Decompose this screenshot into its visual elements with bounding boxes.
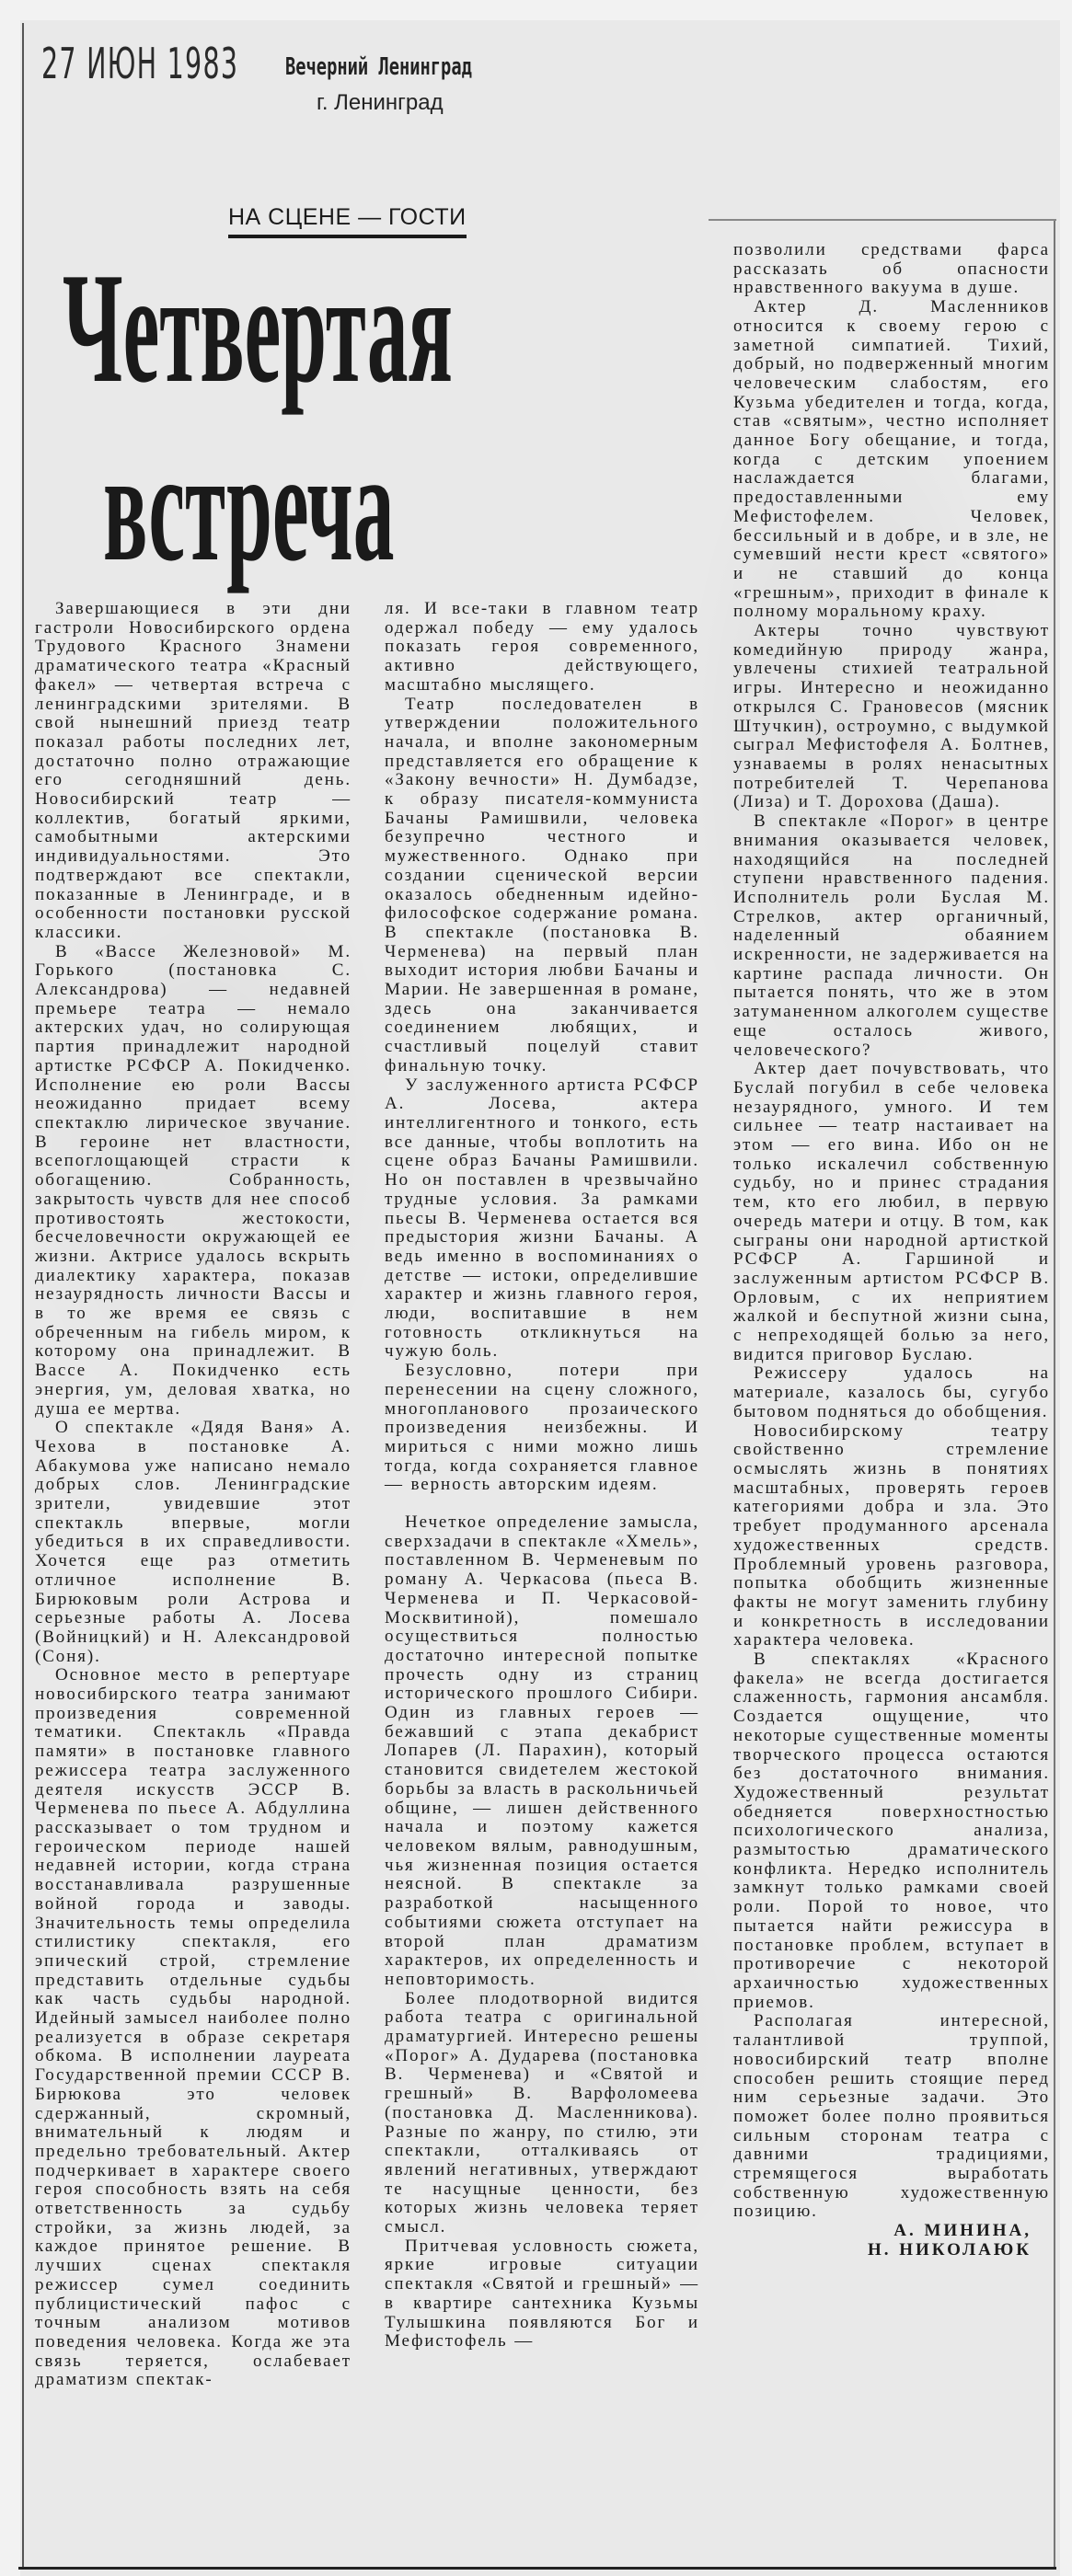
paragraph: Актеры точно чувствуют комедийную природу жанра, увлечены стихией театральной игры. Интересно и неожиданно открылся С. Грановесов (мясник Штучкин), остроумно, с выдумкой сыграл Мефистофеля А. Болтнев, узнаваемы в ролях ненасытных потребителей Т. Черепанова (Лиза) и Т. Дорохова (Даша). xyxy=(733,621,1050,812)
column-right-rule xyxy=(1054,221,1055,2567)
paragraph: Основное место в репертуаре новосибирского театра занимают произведения современной тематики. Спектакль «Правда памяти» в постановке главного режиссера театра заслуженного деятеля искусств ЭССР В. Черменева по пьесе А. Абдуллина рассказывает о том трудном и героическом периоде нашей недавней истории, когда страна восстанавливала разрушенные войной города и заводы. Значительность темы определила стилистику спектакля, его эпический строй, стремление представить отдельные судьбы как часть судьбы народной. Идейный замысел наиболее полно реализуется в образе секретаря обкома. В исполнении лауреата Государственной премии СССР В. Бирюкова это человек сдержанный, скромный, внимательный к людям и предельно требовательный. Актер подчеркивает в характере своего героя способность взять на себя ответственность за судьбу стройки, за жизнь людей, за каждое принятое решение. В лучших сценах спектакля режиссер сумел соединить публицистический пафос с точным анализом мотивов поведения человека. Когда же эта связь теряется, ослабевает драматизм спектак- xyxy=(35,1665,352,2390)
paragraph: Режиссеру удалось на материале, казалось бы, сугубо бытовом подняться до обобщения. xyxy=(733,1363,1050,1421)
paragraph: Располагая интересной, талантливой труппой, новосибирский театр вполне способен решить стоящие перед ним серьезные задачи. Это поможет более полно проявиться сильным сторонам театра с давними традициями, стремящегося выработать собственную художественную позицию. xyxy=(733,2011,1050,2222)
article-title-line-1: Четвертая xyxy=(63,241,453,416)
author-signature-1: А. МИНИНА, xyxy=(893,2221,1032,2241)
paragraph: Актер Д. Масленников относится к своему герою с заметной симпатией. Тихий, добрый, но подверженный многим человеческим слабостям, его Кузьма убедителен и тогда, когда, став «святым», честно исполняет данное Богу обещание, и тогда, когда с детским упоением наслаждается благами, предоставленными ему Мефистофелем. Человек, бессильный и в добре, и в зле, не сумевший нести крест «святого» и не ставший до конца «грешным», приходит в финале к полному моральному краху. xyxy=(733,297,1050,622)
text-column-2 xyxy=(385,600,699,2352)
paragraph: У заслуженного артиста РСФСР А. Лосева, актера интеллигентного и тонкого, есть все данные, чтобы воплотить на сцене образ Бачаны Рамишвили. Но он поставлен в чрезвычайно трудные условия. За рамками пьесы В. Черменева остается вся предыстория жизни Бачаны. А ведь именно в воспоминаниях о детстве — истоки, определившие характер и жизнь главного героя, люди, воспитавшие в нем готовность откликнуться на чужую боль. xyxy=(385,1075,699,1362)
paragraph: Завершающиеся в эти дни гастроли Новосибирского ордена Трудового Красного Знамени драматического театра «Красный факел» — четвертая встреча с ленинградскими зрителями. В свой нынешний приезд театр показал работы последних лет, достаточно полно отражающие его сегодняшний день. Новосибирский театр — коллектив, богатый яркими, самобытными актерскими индивидуальностями. Это подтверждают все спектакли, показанные в Ленинграде, и в особенности постановки русской классики. xyxy=(35,599,352,942)
text-column-3 xyxy=(733,241,1050,2260)
date-stamp: 27 ИЮН 1983 xyxy=(41,39,239,88)
paragraph: Безусловно, потери при перенесении на сцену сложного, многопланового прозаического произведения неизбежны. И мириться с ними можно лишь тогда, когда сохраняется главное — верность авторским идеям. xyxy=(385,1361,699,1495)
clipping-left-border xyxy=(22,23,24,2567)
paragraph: Притчевая условность сюжета, яркие игровые ситуации спектакля «Святой и грешный» — в квартире сантехника Кузьмы Тулышкина появляются Бог и Мефистофель — xyxy=(385,2236,699,2352)
clipping-bottom-rule xyxy=(18,2567,1056,2570)
paragraph: В спектакле «Порог» в центре внимания оказывается человек, находящийся на последней ступени нравственного падения. Исполнитель роли Буслая М. Стрелков, актер органичный, наделенный обаянием искренности, не задерживается на картине распада личности. Он пытается понять, что же в этом затуманенном алкоголем существе еще осталось живого, человеческого? xyxy=(733,811,1050,1060)
paragraph-continuation: ля. И все-таки в главном театр одержал победу — ему удалось показать героя современного, активно действующего, масштабно мыслящего. xyxy=(385,599,699,695)
city-stamp: г. Ленинград xyxy=(317,90,444,115)
article-title-line-2: встреча xyxy=(103,420,395,594)
paragraph-continuation: позволили средствами фарса рассказать об опасности нравственного вакуума в душе. xyxy=(733,240,1050,298)
paragraph: Актер дает почувствовать, что Буслай погубил в себе человека незаурядного, умного. И тем сильнее — театр настаивает на этом — его вина. Ибо он не только искалечил собственную судьбу, но и принес страдания тем, кто его любил, в первую очередь матери и отцу. В том, как сыграны они народной артисткой РСФСР А. Гаршиной и заслуженным артистом РСФСР В. Орловым, с их неприятием жалкой и беспутной жизни сына, с непреходящей болью за него, видится приговор Буслаю. xyxy=(733,1059,1050,1364)
paragraph: Нечеткое определение замысла, сверхзадачи в спектакле «Хмель», поставленном В. Черменевым по роману А. Черкасова (пьеса В. Черменева и П. Черкасовой-Москвитиной), помешало осуществиться полностью достаточно интересной попытке прочесть одну из страниц исторического прошлого Сибири. Один из главных героев — бежавший с этапа декабрист Лопарев (Л. Парахин), который становится свидетелем жестокой борьбы за власть в раскольничьей общине, — лишен действенного начала и поэтому кажется человеком вялым, равнодушным, чья жизненная позиция остается неясной. В спектакле за разработкой насыщенного событиями сюжета отступает на второй план драматизм характеров, их определенность и неповторимость. xyxy=(385,1512,699,1989)
column-top-rule xyxy=(709,219,1056,221)
paragraph: В «Вассе Железновой» М. Горького (постановка С. Александрова) — недавней премьере театра — немало актерских удач, но солирующая партия принадлежит народной артистке РСФСР А. Покидченко. Исполнение ею роли Вассы неожиданно придает всему спектаклю лирическое звучание. В героине нет властности, всепоглощающей страсти к обогащению. Собранность, закрытость чувств для нее способ противостоять жестокости, бесчеловечности окружающей ее жизни. Актрисе удалось вскрыть диалектику характера, показав незаурядность личности Вассы и в то же время ее связь с обреченным на гибель миром, к которому она принадлежит. В Вассе А. Покидченко есть энергия, ум, деловая хватка, но душа ее мертва. xyxy=(35,941,352,1419)
text-column-1 xyxy=(35,600,352,2390)
paragraph: В спектаклях «Красного факела» не всегда достигается слаженность, гармония ансамбля. Создается ощущение, что некоторые существенные моменты творческого процесса остаются без достаточного внимания. Художественный результат обедняется поверхностностью психологического анализа, размытостью драматического конфликта. Нередко исполнитель замкнут только рамками своей роли. Порой то новое, что пытается найти режиссура в постановке проблем, вступает в противоречие с некоторой архаичностью художественных приемов. xyxy=(733,1650,1050,2012)
author-signature-2: Н. НИКОЛАЮК xyxy=(867,2239,1032,2260)
paragraph: Новосибирскому театру свойственно стремление осмыслять жизнь в понятиях масштабных, проверять героев категориями добра и зла. Это требует продуманного арсенала художественных средств. Проблемный уровень разговора, попытка обобщить жизненные факты не могут заменить глубину и конкретность в исследовании характера человека. xyxy=(733,1420,1050,1650)
paragraph: Более плодотворной видится работа театра с оригинальной драматургией. Интересно решены «Порог» А. Дударева (постановка В. Черменева) и «Святой и грешный» В. Варфоломеева (постановка Д. Масленникова). Разные по жанру, по стилю, эти спектакли, отталкиваясь от явлений негативных, утверждают те насущные ценности, без которых жизнь человека теряет смысл. xyxy=(385,1988,699,2237)
newspaper-name-stamp: Вечерний Ленинград xyxy=(285,53,472,81)
paragraph: Театр последователен в утверждении положительного начала, и вполне закономерным представляется его обращение к «Закону вечности» Н. Думбадзе, к образу писателя-коммуниста Бачаны Рамишвили, человека безупречно честного и мужественного. Однако при создании сценической версии оказалось обедненным идейно-философское содержание романа. В спектакле (постановка В. Черменева) на первый план выходит история любви Бачаны и Марии. Не завершенная в романе, здесь она заканчивается соединением любящих, и счастливый поцелуй ставит финальную точку. xyxy=(385,694,699,1075)
paragraph: О спектакле «Дядя Ваня» А. Чехова в постановке А. Абакумова уже написано немало добрых слов. Ленинградские зрители, увидевшие этот спектакль впервые, могли убедиться в их справедливости. Хочется еще раз отметить отличное исполнение В. Бирюковым роли Астрова и серьезные работы А. Лосева (Войницкий) и Н. Александровой (Соня). xyxy=(35,1418,352,1666)
rubric-heading: НА СЦЕНЕ — ГОСТИ xyxy=(228,204,467,238)
